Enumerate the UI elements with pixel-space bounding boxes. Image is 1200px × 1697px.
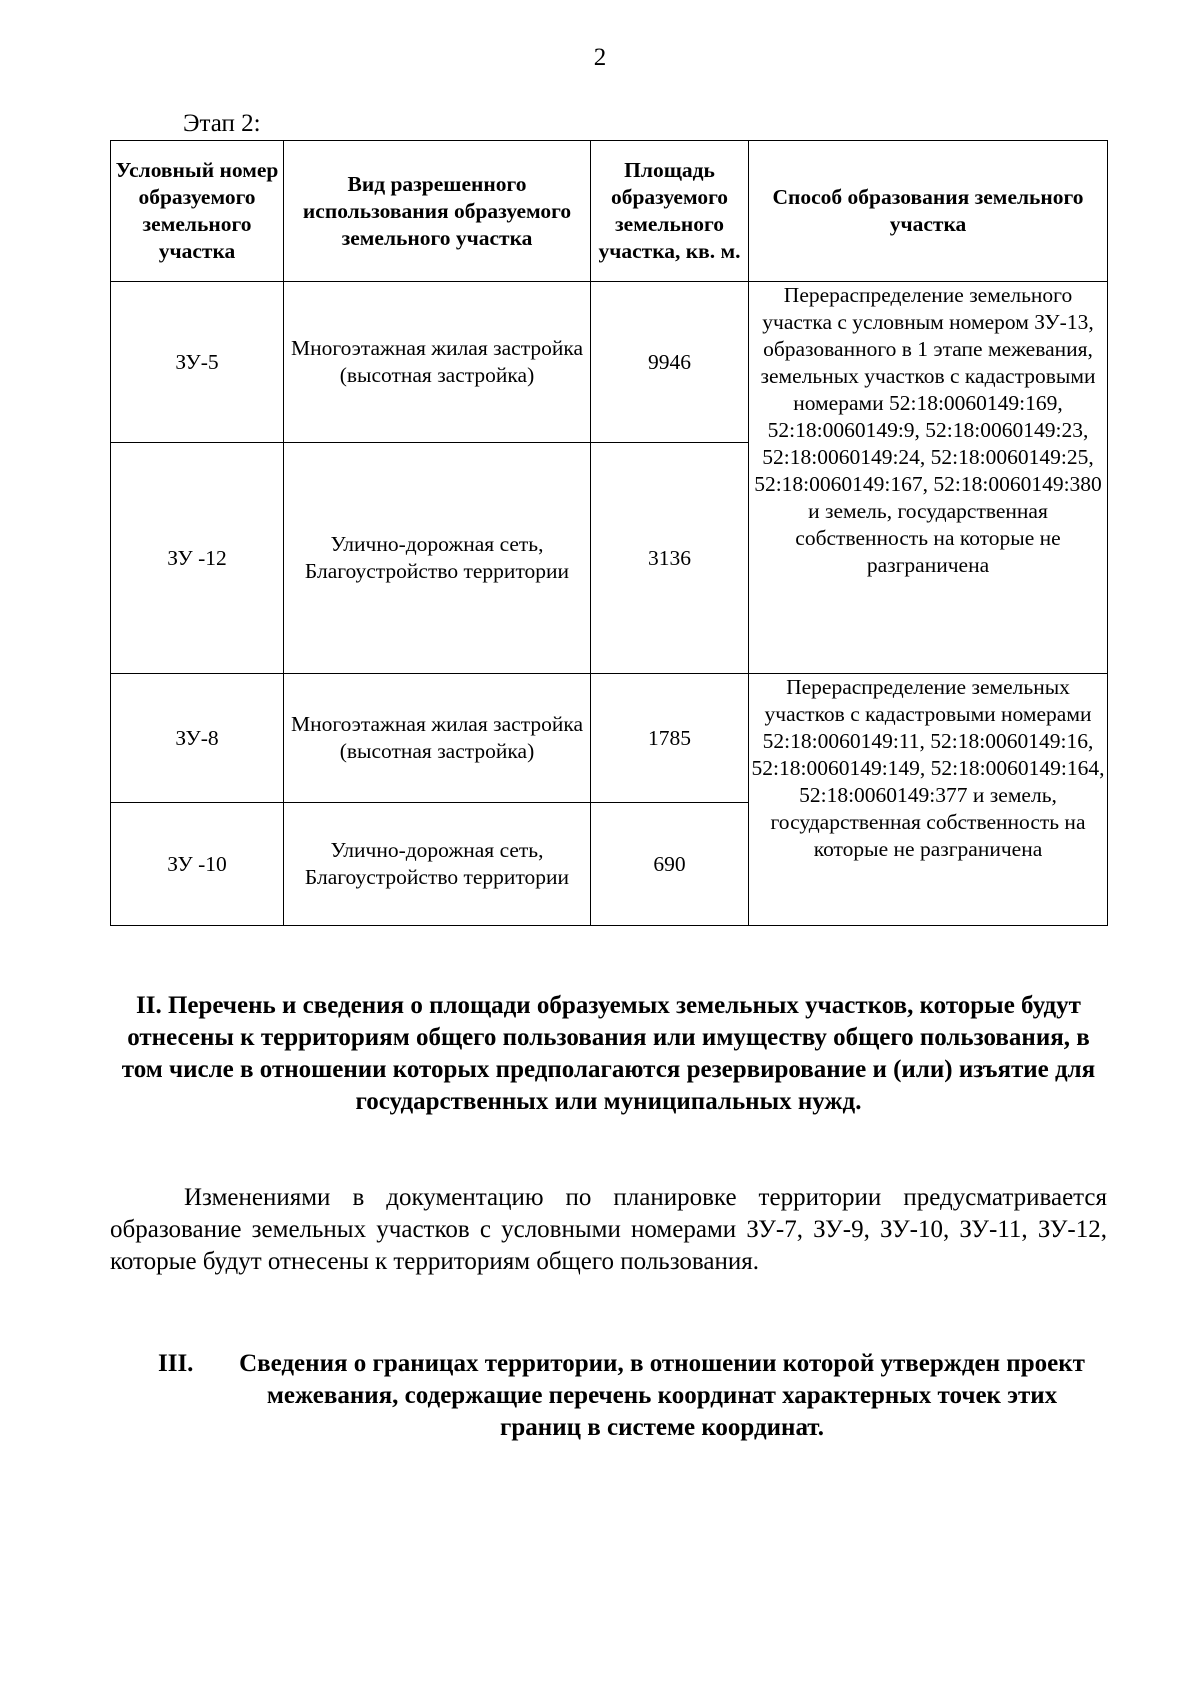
- cell-formation-method: Перераспределение земельного участка с условным номером ЗУ-13, образованного в 1 этапе межевания, земельных участков с кадастровыми номерами 52:18:0060149:169, 52:18:0060149:9, 52:18:0060149:23, 52:18:0060149:24, 52:18:0060149:25, 52:18:0060149:167, 52:18:0060149:380 и земель, государственная собственность на которые не разграничена: [749, 282, 1108, 674]
- header-formation-method: Способ образования земельного участка: [749, 141, 1108, 282]
- cell-plot-number: ЗУ-8: [111, 674, 284, 803]
- land-plots-table: [110, 140, 1108, 926]
- cell-permitted-use: Многоэтажная жилая застройка (высотная застройка): [284, 282, 591, 443]
- cell-formation-method: Перераспределение земельных участков с кадастровыми номерами 52:18:0060149:11, 52:18:0060149:16, 52:18:0060149:149, 52:18:0060149:164, 52:18:0060149:377 и земель, государственная собственность на которые не разграничена: [749, 674, 1108, 926]
- cell-area: 690: [591, 803, 749, 926]
- header-permitted-use: Вид разрешенного использования образуемого земельного участка: [284, 141, 591, 282]
- cell-permitted-use: Многоэтажная жилая застройка (высотная застройка): [284, 674, 591, 803]
- section-3-title: Сведения о границах территории, в отношении которой утвержден проект межевания, содержащие перечень координат характерных точек этих границ в системе координат.: [239, 1350, 1085, 1441]
- section-3-number: III.: [158, 1350, 194, 1377]
- cell-permitted-use: Улично-дорожная сеть, Благоустройство территории: [284, 803, 591, 926]
- section-2-body: Изменениями в документацию по планировке территории предусматривается образование земельных участков с условными номерами ЗУ-7, ЗУ-9, ЗУ-10, ЗУ-11, ЗУ-12, которые будут отнесены к территориям общего пользования.: [110, 1184, 1107, 1275]
- cell-area: 9946: [591, 282, 749, 443]
- cell-permitted-use: Улично-дорожная сеть, Благоустройство территории: [284, 443, 591, 674]
- header-plot-number: Условный номер образуемого земельного участка: [111, 141, 284, 282]
- section-2-title: II. Перечень и сведения о площади образуемых земельных участков, которые будут отнесены к территориям общего пользования или имуществу общего пользования, в том числе в отношении которых предполагаются резервирование и (или) изъятие для государственных или муниципальных нужд.: [121, 992, 1096, 1115]
- cell-plot-number: ЗУ-5: [111, 282, 284, 443]
- page-number: 2: [593, 44, 607, 71]
- table-row: [111, 282, 1108, 443]
- cell-area: 1785: [591, 674, 749, 803]
- cell-plot-number: ЗУ -12: [111, 443, 284, 674]
- header-area: Площадь образуемого земельного участка, кв. м.: [591, 141, 749, 282]
- stage-label: Этап 2:: [183, 110, 261, 137]
- table-header-row: [111, 141, 1108, 282]
- cell-plot-number: ЗУ -10: [111, 803, 284, 926]
- cell-area: 3136: [591, 443, 749, 674]
- table-row: [111, 674, 1108, 803]
